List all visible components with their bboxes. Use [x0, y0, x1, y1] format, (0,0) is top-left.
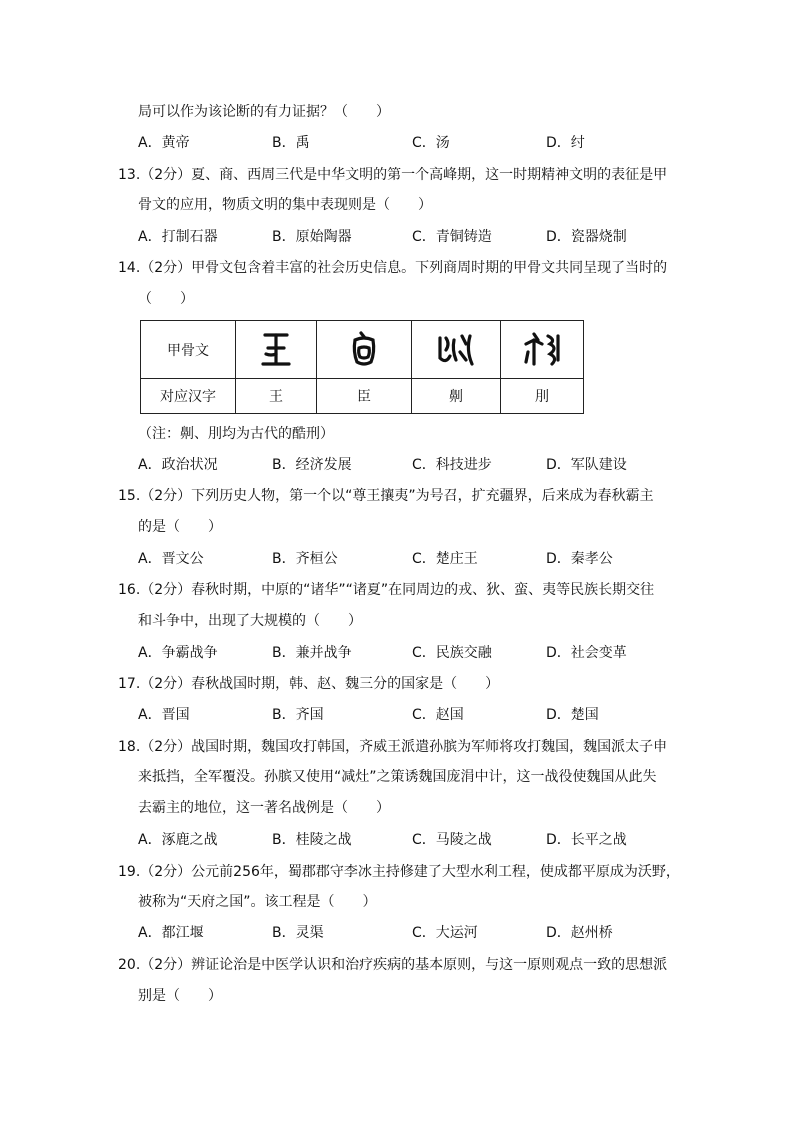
q15-option-a[interactable]: A．晋文公: [138, 551, 204, 567]
q15-stem-line1: 15.（2分）下列历史人物，第一个以“尊王攘夷”为号召，扩充疆界，后来成为春秋霸主: [118, 488, 654, 504]
q19-option-a[interactable]: A．都江堰: [138, 925, 204, 941]
q14-stem-line1: 14.（2分）甲骨文包含着丰富的社会历史信息。下列商周时期的甲骨文共同呈现了当时的: [118, 260, 668, 276]
q13-option-c[interactable]: C．青铜铸造: [412, 229, 492, 245]
q15-option-b[interactable]: B．齐桓公: [272, 551, 338, 567]
q12-option-d[interactable]: D．纣: [546, 135, 585, 151]
q14-stem-line2: （ ）: [138, 291, 194, 307]
q16-option-b[interactable]: B．兼并战争: [272, 645, 352, 661]
q17-option-c[interactable]: C．赵国: [412, 707, 464, 723]
q16-option-c[interactable]: C．民族交融: [412, 645, 492, 661]
q14-option-c[interactable]: C．科技进步: [412, 457, 492, 473]
q12-option-b[interactable]: B．禹: [272, 135, 310, 151]
modern-char-yue: 刖: [501, 379, 584, 414]
modern-char-wang: 王: [236, 379, 317, 414]
q17-option-a[interactable]: A．晋国: [138, 707, 190, 723]
oracle-glyph-yi-icon: [412, 321, 501, 379]
q16-option-a[interactable]: A．争霸战争: [138, 645, 218, 661]
oracle-bone-table: [140, 320, 584, 414]
q13-stem-line1: 13.（2分）夏、商、西周三代是中华文明的第一个高峰期，这一时期精神文明的表征是甲: [118, 167, 668, 183]
q18-stem-line3: 去霸主的地位，这一著名战例是（ ）: [138, 800, 390, 816]
oracle-glyph-chen-icon: [317, 321, 412, 379]
q18-option-b[interactable]: B．桂陵之战: [272, 832, 352, 848]
q15-options: [138, 549, 698, 569]
q19-stem-line2: 被称为“天府之国”。该工程是（ ）: [138, 894, 377, 910]
modern-char-yi: 劓: [412, 379, 501, 414]
modern-row-label: 对应汉字: [141, 379, 236, 414]
q19-stem-line1: 19.（2分）公元前256年，蜀郡郡守李冰主持修建了大型水利工程，使成都平原成为沃野，: [118, 864, 680, 880]
q16-stem-line2: 和斗争中，出现了大规模的（ ）: [138, 613, 362, 629]
q20-stem-line2: 别是（ ）: [138, 988, 222, 1004]
q17-options: [138, 705, 698, 725]
q14-options: [138, 455, 698, 475]
q14-option-a[interactable]: A．政治状况: [138, 457, 218, 473]
q18-options: [138, 830, 698, 850]
q12-continuation: 局可以作为该论断的有力证据？（ ）: [138, 104, 390, 120]
oracle-glyph-wang-icon: [236, 321, 317, 379]
q12-options: [138, 133, 698, 153]
q19-option-d[interactable]: D．赵州桥: [546, 925, 613, 941]
q16-stem-line1: 16.（2分）春秋时期，中原的“诸华”“诸夏”在同周边的戎、狄、蛮、夷等民族长期交往: [118, 582, 655, 598]
q18-option-a[interactable]: A．涿鹿之战: [138, 832, 218, 848]
q17-option-b[interactable]: B．齐国: [272, 707, 324, 723]
q19-options: [138, 923, 698, 943]
q13-option-a[interactable]: A．打制石器: [138, 229, 218, 245]
q18-option-d[interactable]: D．长平之战: [546, 832, 627, 848]
q14-option-d[interactable]: D．军队建设: [546, 457, 627, 473]
q17-stem-line1: 17.（2分）春秋战国时期，韩、赵、魏三分的国家是（ ）: [118, 676, 500, 692]
q16-options: [138, 643, 698, 663]
q19-option-c[interactable]: C．大运河: [412, 925, 478, 941]
q15-option-d[interactable]: D．秦孝公: [546, 551, 613, 567]
q18-option-c[interactable]: C．马陵之战: [412, 832, 492, 848]
oracle-row-label: 甲骨文: [141, 321, 236, 379]
q15-stem-line2: 的是（ ）: [138, 519, 222, 535]
q13-options: [138, 227, 698, 247]
q12-option-a[interactable]: A．黄帝: [138, 135, 190, 151]
q15-option-c[interactable]: C．楚庄王: [412, 551, 478, 567]
oracle-glyph-yue-icon: [501, 321, 584, 379]
q14-option-b[interactable]: B．经济发展: [272, 457, 352, 473]
q18-stem-line2: 来抵挡，全军覆没。孙膑又使用“减灶”之策诱魏国庞涓中计，这一战役使魏国从此失: [138, 769, 657, 785]
q20-stem-line1: 20.（2分）辨证论治是中医学认识和治疗疾病的基本原则，与这一原则观点一致的思想派: [118, 957, 668, 973]
q14-note: （注：劓、刖均为古代的酷刑）: [138, 426, 334, 442]
modern-char-chen: 臣: [317, 379, 412, 414]
q13-stem-line2: 骨文的应用，物质文明的集中表现则是（ ）: [138, 197, 432, 213]
q13-option-b[interactable]: B．原始陶器: [272, 229, 352, 245]
q18-stem-line1: 18.（2分）战国时期，魏国攻打韩国，齐威王派遣孙膑为军师将攻打魏国，魏国派太子申: [118, 739, 668, 755]
q17-option-d[interactable]: D．楚国: [546, 707, 599, 723]
oracle-row: [141, 321, 584, 379]
q12-option-c[interactable]: C．汤: [412, 135, 450, 151]
q16-option-d[interactable]: D．社会变革: [546, 645, 627, 661]
q19-option-b[interactable]: B．灵渠: [272, 925, 324, 941]
q13-option-d[interactable]: D．瓷器烧制: [546, 229, 627, 245]
modern-char-row: [141, 379, 584, 414]
